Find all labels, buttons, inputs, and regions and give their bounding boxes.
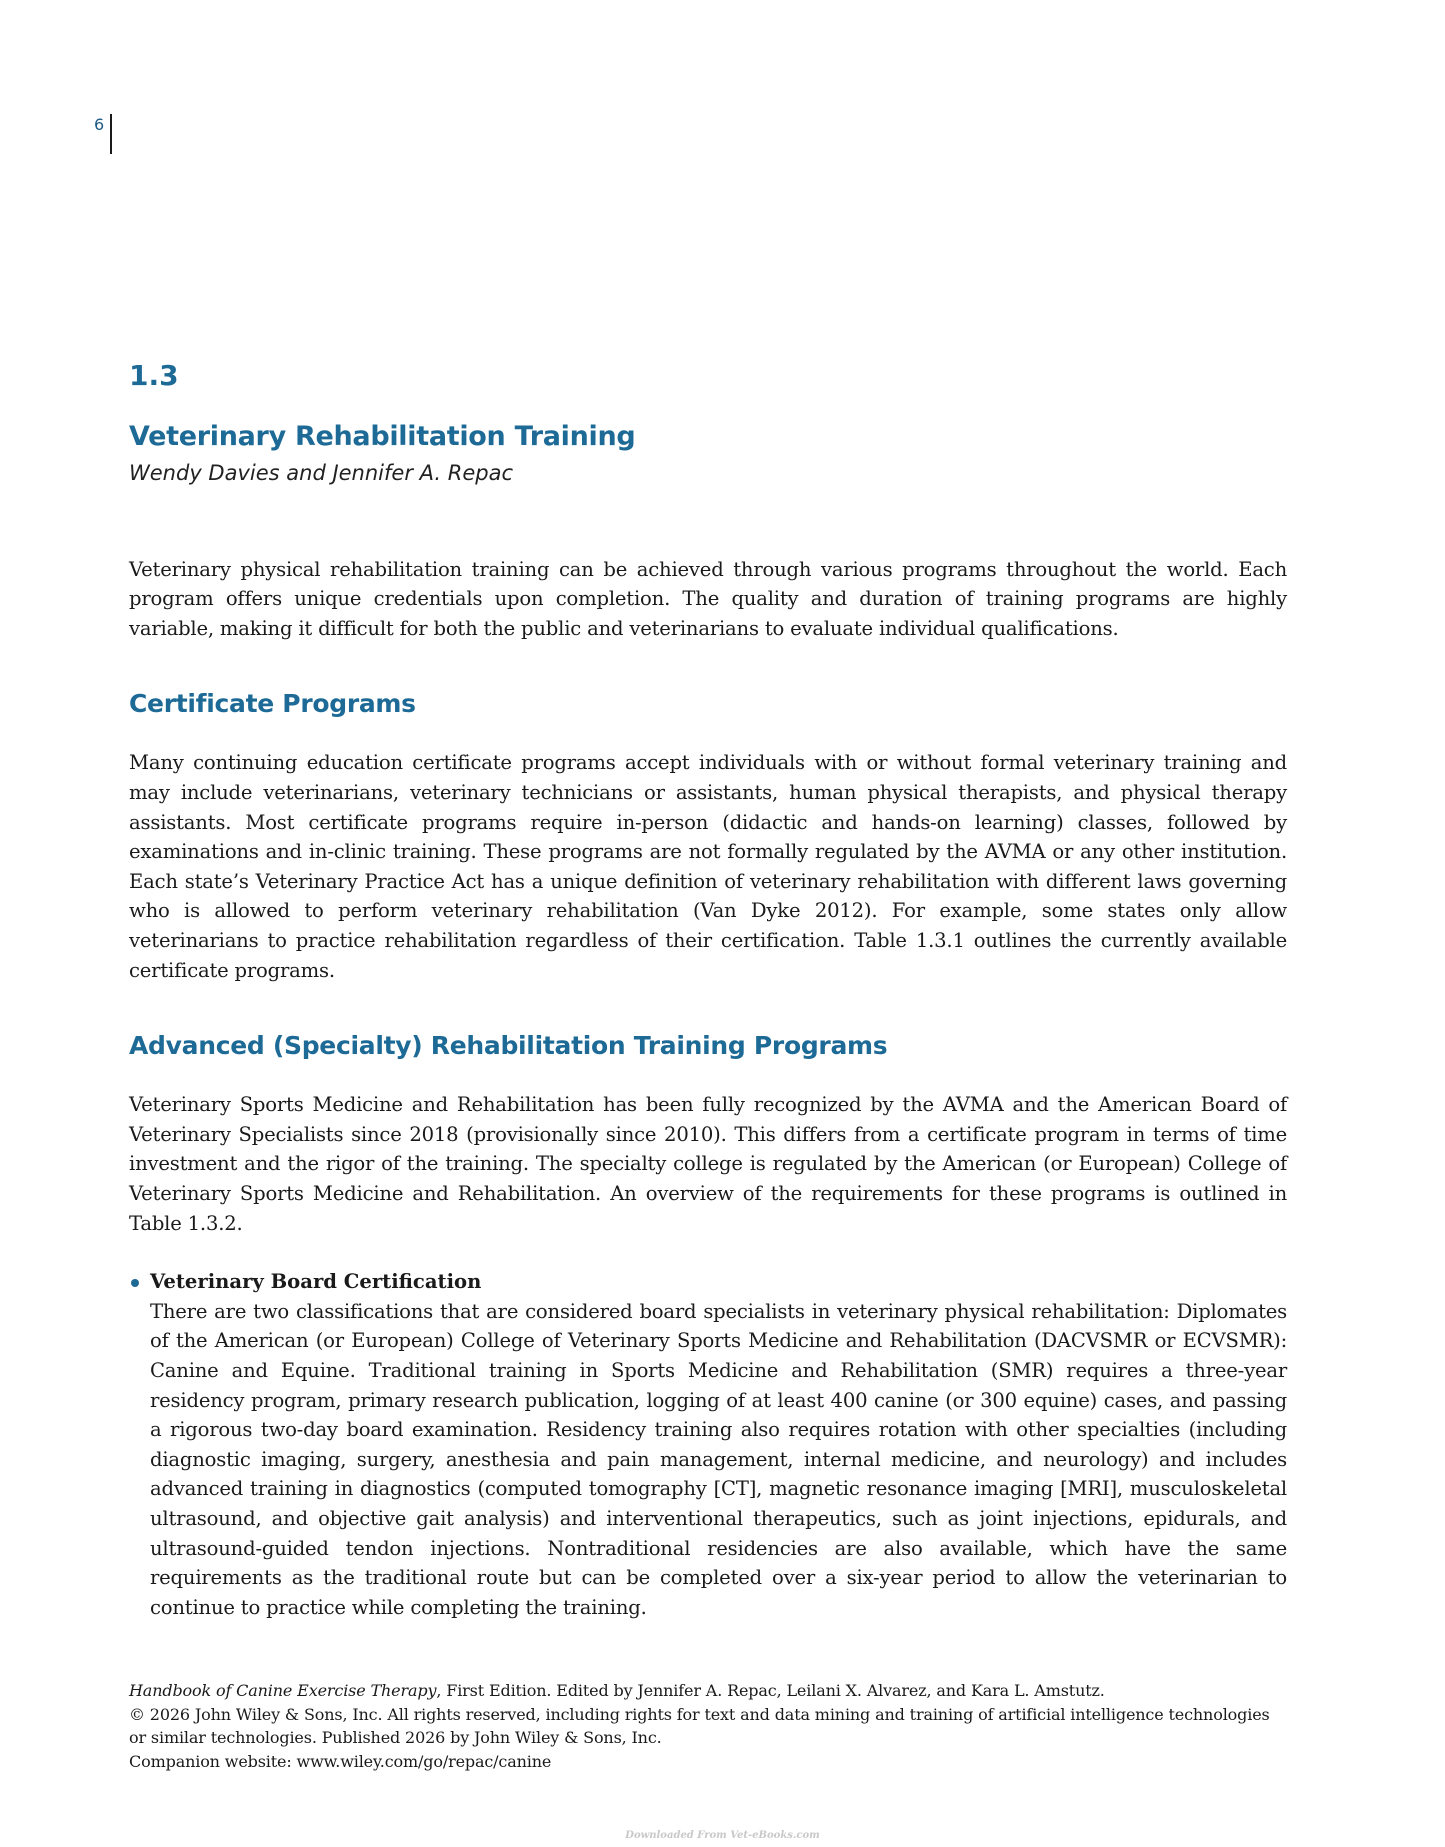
bullet-dot-icon (131, 1279, 139, 1287)
download-watermark: Downloaded From Vet-eBooks.com (625, 1830, 820, 1841)
chapter-authors: Wendy Davies and Jennifer A. Repac (129, 461, 513, 486)
bullet-title: Veterinary Board Certification (150, 1270, 482, 1294)
copyright-footer (129, 1679, 1289, 1773)
footer-copyright-line: © 2026 John Wiley & Sons, Inc. All rights reserved, including rights for text and data mining and training of artificial intelligence technologies or similar technologies. Published 2026 by John Wiley & Sons, Inc. (129, 1704, 1270, 1747)
bullet-text: There are two classifications that are considered board specialists in veterinary physical rehabilitation: Diplomates of the American (or European) College of Veterinary Sports Medicine and Rehabilitation (DACVSMR or ECVSMR): Canine and Equine. Traditional training in Sports Medicine and Rehabilitation (SMR) requires a three-year residency program, primary research publication, logging of at least 400 canine (or 300 equine) cases, and passing a rigorous two-day board examination. Residency training also requires rotation with other specialties (including diagnostic imaging, surgery, anesthesia and pain management, internal medicine, and neurology) and includes advanced training in diagnostics (computed tomography [CT], magnetic resonance imaging [MRI], musculoskeletal ultrasound, and objective gait analysis) and interventional therapeutics, such as joint injections, epidurals, and ultrasound-guided tendon injections. Nontraditional residencies are also available, which have the same requirements as the traditional route but can be completed over a six-year period to allow the veterinarian to continue to practice while completing the training. (150, 1299, 1287, 1619)
section-heading-certificate-programs: Certificate Programs (129, 689, 416, 719)
footer-book-title: Handbook of Canine Exercise Therapy (129, 1681, 437, 1700)
page-number-block (94, 114, 112, 154)
advanced-programs-paragraph: Veterinary Sports Medicine and Rehabilitation has been fully recognized by the AVMA and the American Board of Veterinary Specialists since 2018 (provisionally since 2010). This differs from a certificate program in terms of time investment and the rigor of the training. The specialty college is regulated by the American (or European) College of Veterinary Sports Medicine and Rehabilitation. An overview of the requirements for these programs is outlined in Table 1.3.2. (129, 1093, 1287, 1235)
page-number: 6 (94, 115, 105, 134)
section-number: 1.3 (129, 359, 179, 392)
footer-edition-text: , First Edition. Edited by Jennifer A. Repac, Leilani X. Alvarez, and Kara L. Amstutz. (436, 1681, 1105, 1700)
main-content (129, 359, 1287, 1622)
page-number-rule (110, 114, 112, 154)
footer-edition-line (129, 1679, 1289, 1703)
certificate-programs-paragraph: Many continuing education certificate programs accept individuals with or without formal veterinary training and may include veterinarians, veterinary technicians or assistants, human physical therapists, and physical therapy assistants. Most certificate programs require in-person (didactic and hands-on learning) classes, followed by examinations and in-clinic training. These programs are not formally regulated by the AVMA or any other institution. Each state’s Veterinary Practice Act has a unique definition of veterinary rehabilitation with different laws governing who is allowed to perform veterinary rehabilitation (Van Dyke 2012). For example, some states only allow veterinarians to practice rehabilitation regardless of their certification. Table 1.3.1 outlines the currently available certificate programs. (129, 751, 1287, 982)
bullet-board-certification (129, 1267, 1287, 1622)
intro-paragraph: Veterinary physical rehabilitation training can be achieved through various programs throughout the world. Each program offers unique credentials upon completion. The quality and duration of training programs are highly variable, making it difficult for both the public and veterinarians to evaluate individual qualifications. (129, 557, 1287, 640)
section-heading-advanced-programs: Advanced (Specialty) Rehabilitation Training Programs (129, 1031, 888, 1061)
chapter-title: Veterinary Rehabilitation Training (129, 421, 636, 452)
footer-website-line: Companion website: www.wiley.com/go/repac/canine (129, 1751, 552, 1771)
